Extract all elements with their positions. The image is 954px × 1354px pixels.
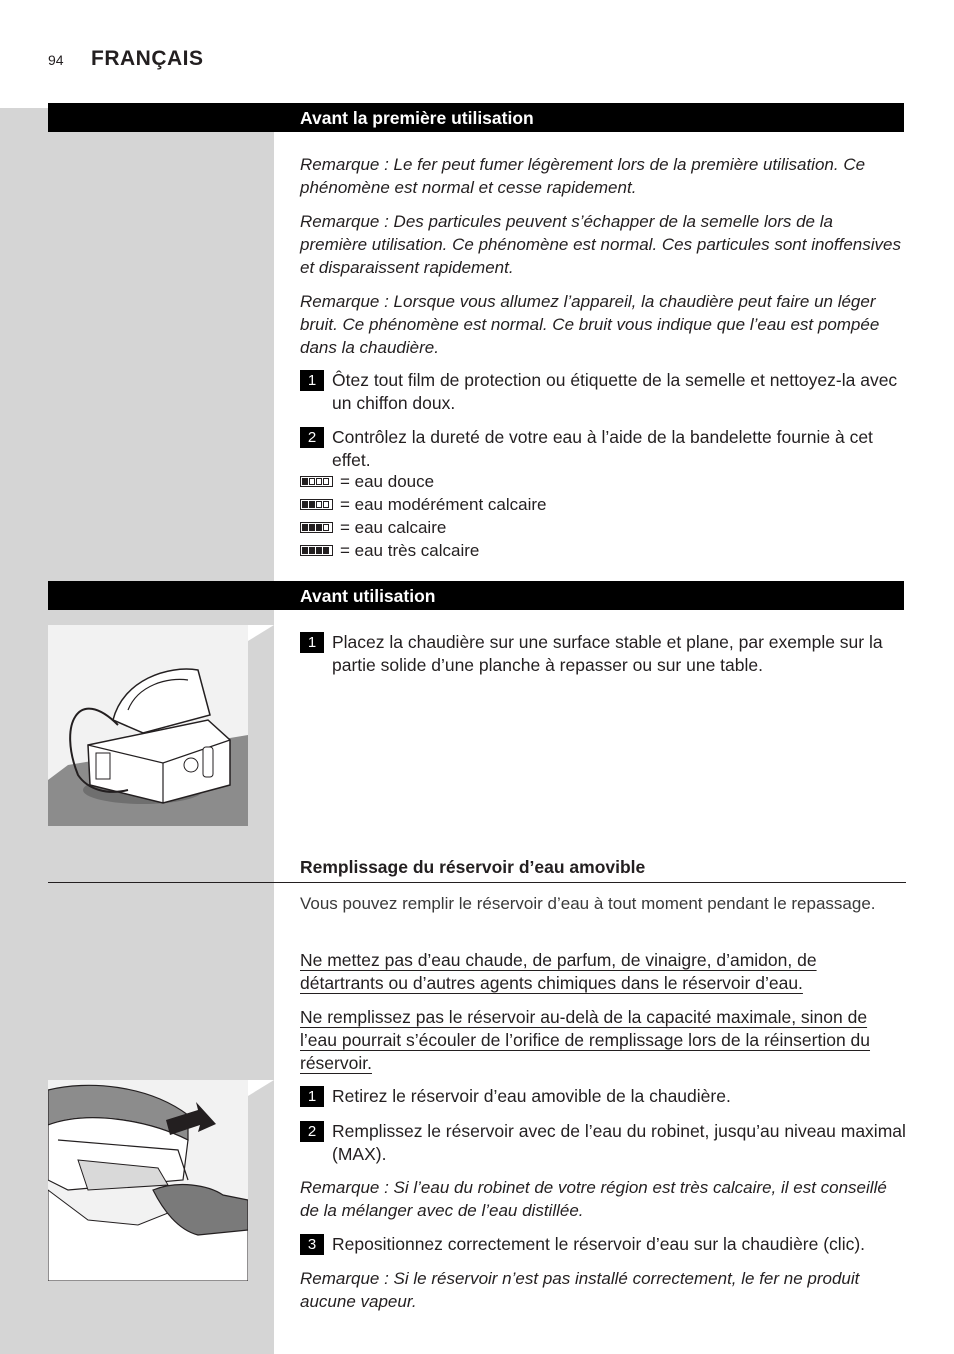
- hardness-label: = eau très calcaire: [340, 541, 480, 560]
- step-number: 3: [300, 1234, 324, 1255]
- intro-text: Vous pouvez remplir le réservoir d’eau à tout moment pendant le repassage.: [300, 894, 876, 913]
- step-item: [300, 631, 906, 677]
- page-number: 94: [48, 52, 64, 68]
- subsection-rule: [48, 882, 906, 883]
- step-item: [300, 426, 906, 472]
- step-text: Retirez le réservoir d’eau amovible de la chaudière.: [332, 1086, 731, 1106]
- hardness-row: [300, 493, 546, 516]
- step-text: Contrôlez la dureté de votre eau à l’aide de la bandelette fournie à cet effet.: [332, 427, 873, 470]
- step-item: [300, 1233, 906, 1256]
- step-text: Ôtez tout film de protection ou étiquette de la semelle et nettoyez-la avec un chiffon doux.: [332, 370, 898, 413]
- note: Remarque : Lorsque vous allumez l’appareil, la chaudière peut faire un léger bruit. Ce phénomène est normal. Ce bruit vous indique que l’eau est pompée dans la chaudière.: [300, 292, 880, 357]
- water-tank-illustration: [48, 1080, 248, 1281]
- note: Remarque : Le fer peut fumer légèrement lors de la première utilisation. Ce phénomène est normal et cesse rapidement.: [300, 155, 866, 197]
- hardness-strip-icon: [300, 545, 333, 556]
- section-bar-before-use: [48, 581, 904, 610]
- note: Remarque : Si le réservoir n’est pas installé correctement, le fer ne produit aucune vapeur.: [300, 1269, 860, 1311]
- hardness-strip-icon: [300, 522, 333, 533]
- note: Remarque : Si l’eau du robinet de votre région est très calcaire, il est conseillé de la mélanger avec de l’eau distillée.: [300, 1178, 887, 1220]
- section-title: Avant la première utilisation: [300, 108, 534, 128]
- hardness-row: [300, 470, 434, 493]
- section-title: Avant utilisation: [300, 586, 436, 606]
- warning-text: Ne remplissez pas le réservoir au-delà de la capacité maximale, sinon de l’eau pourrait s’écouler de l’orifice de remplissage lors de la réinsertion du réservoir.: [300, 1007, 871, 1073]
- step-item: [300, 369, 906, 415]
- hardness-strip-icon: [300, 499, 333, 510]
- note: Remarque : Des particules peuvent s’échapper de la semelle lors de la première utilisation. Ce phénomène est normal. Ces particules sont inoffensives et disparaissent rapidement.: [300, 212, 901, 277]
- step-number: 1: [300, 370, 324, 391]
- steam-generator-drawing: [48, 625, 248, 826]
- callout-pointer: [248, 1080, 274, 1096]
- hardness-label: = eau douce: [340, 472, 435, 491]
- step-number: 2: [300, 427, 324, 448]
- steam-generator-illustration: [48, 625, 248, 826]
- step-text: Repositionnez correctement le réservoir d’eau sur la chaudière (clic).: [332, 1234, 866, 1254]
- hardness-strip-icon: [300, 476, 333, 487]
- hardness-label: = eau modérément calcaire: [340, 495, 547, 514]
- language-heading: FRANÇAIS: [91, 47, 204, 70]
- hardness-label: = eau calcaire: [340, 518, 447, 537]
- water-tank-drawing: [48, 1080, 248, 1281]
- subsection-title: Remplissage du réservoir d’eau amovible: [300, 857, 646, 877]
- step-number: 2: [300, 1121, 324, 1142]
- callout-pointer: [248, 625, 274, 641]
- hardness-row: [300, 516, 446, 539]
- hardness-row: [300, 539, 479, 562]
- step-number: 1: [300, 632, 324, 653]
- step-item: [300, 1120, 906, 1166]
- warning-text: Ne mettez pas d’eau chaude, de parfum, de vinaigre, d’amidon, de détartrants ou d’autres agents chimiques dans le réservoir d’eau.: [300, 950, 817, 993]
- step-text: Remplissez le réservoir avec de l’eau du robinet, jusqu’au niveau maximal (MAX).: [332, 1121, 906, 1164]
- step-number: 1: [300, 1086, 324, 1107]
- section-bar-first-use: [48, 103, 904, 132]
- step-item: [300, 1085, 906, 1108]
- step-text: Placez la chaudière sur une surface stable et plane, par exemple sur la partie solide d’une planche à repasser ou sur une table.: [332, 632, 883, 675]
